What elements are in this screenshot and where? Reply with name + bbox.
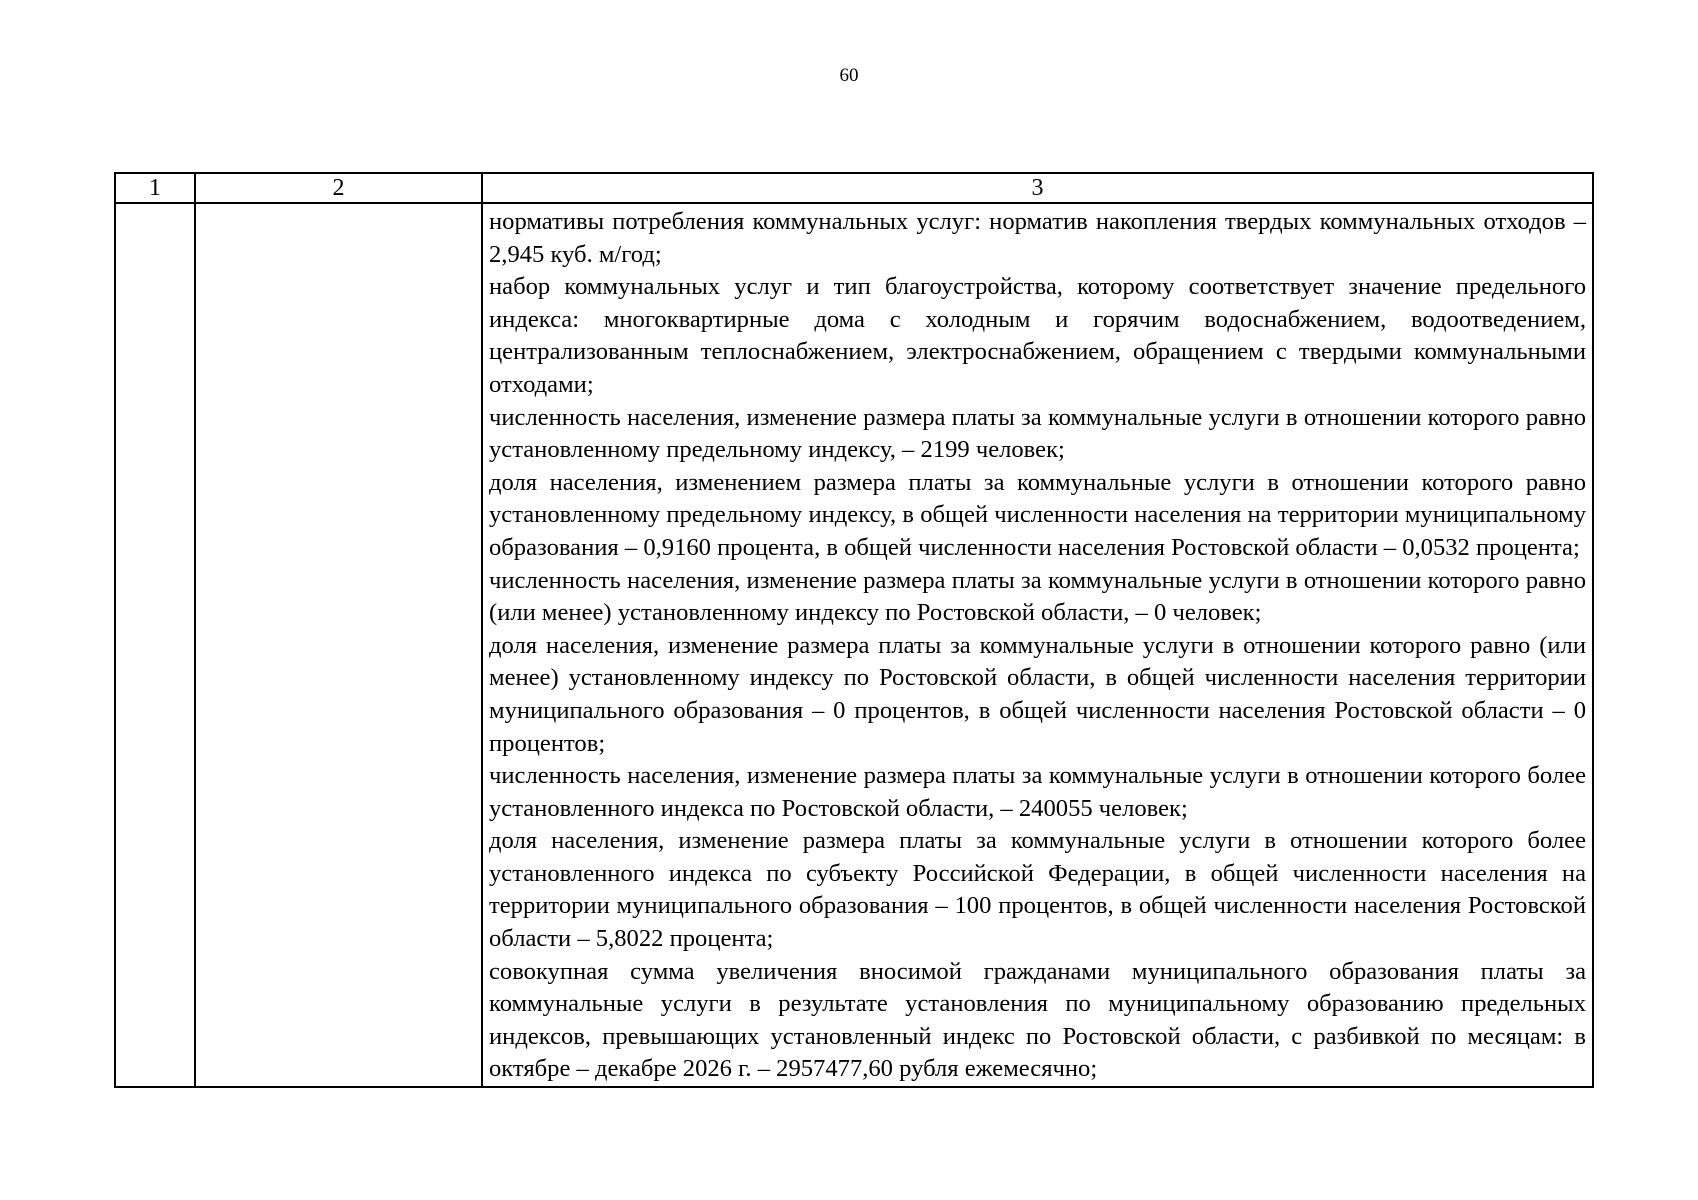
paragraph: численность населения, изменение размера платы за коммунальные услуги в отношении которого равно (или менее) установленному индексу по Ростовской области, – 0 человек; (489, 566, 1586, 627)
paragraph: доля населения, изменением размера платы за коммунальные услуги в отношении которого равно установленному предельному индексу, в общей численности населения на территории муниципальному образования – 0,9160 процента, в общей численности населения Ростовской области – 0,0532 процента; (489, 468, 1586, 561)
paragraph: численность населения, изменение размера платы за коммунальные услуги в отношении которого равно установленному предельному индексу, – 2199 человек; (489, 403, 1586, 464)
paragraph: доля населения, изменение размера платы за коммунальные услуги в отношении которого равно (или менее) установленному индексу по Ростовской области, в общей численности населения территории муниципального образования – 0 процентов, в общей численности населения Ростовской области – 0 процентов; (489, 631, 1586, 757)
paragraph: нормативы потребления коммунальных услуг: норматив накопления твердых коммунальных отходов – 2,945 куб. м/год; (489, 208, 1586, 268)
row-cell-2 (195, 203, 482, 1087)
paragraph: доля населения, изменение размера платы за коммунальные услуги в отношении которого более установленного индекса по субъекту Российской Федерации, в общей численности населения на территории муниципального образования – 100 процентов, в общей численности населения Ростовской области – 5,8022 процента; (489, 827, 1586, 953)
paragraph: набор коммунальных услуг и тип благоустройства, которому соответствует значение предельного индекса: многоквартирные дома с холодным и горячим водоснабжением, водоотведением, централизованным теплоснабжением, электроснабжением, обращением с твердыми коммунальными отходами; (489, 273, 1586, 398)
paragraph: численность населения, изменение размера платы за коммунальные услуги в отношении которого более установленного индекса по Ростовской области, – 240055 человек; (489, 762, 1586, 822)
header-cell-3: 3 (482, 173, 1593, 203)
page-number: 60 (839, 65, 859, 86)
table-row (115, 203, 1593, 1087)
header-cell-2: 2 (195, 173, 482, 203)
paragraph: совокупная сумма увеличения вносимой гражданами муниципального образования платы за коммунальные услуги в результате установления по муниципальному образованию предельных индексов, превышающих установленный индекс по Ростовской области, с разбивкой по месяцам: в октябре – декабре 2026 г. – 2957477,60 рубля ежемесячно; (489, 957, 1586, 1083)
row-cell-3 (482, 203, 1593, 1087)
header-cell-1: 1 (115, 173, 195, 203)
row-cell-1 (115, 203, 195, 1087)
table-header-row (115, 173, 1593, 203)
document-table (114, 172, 1594, 1088)
